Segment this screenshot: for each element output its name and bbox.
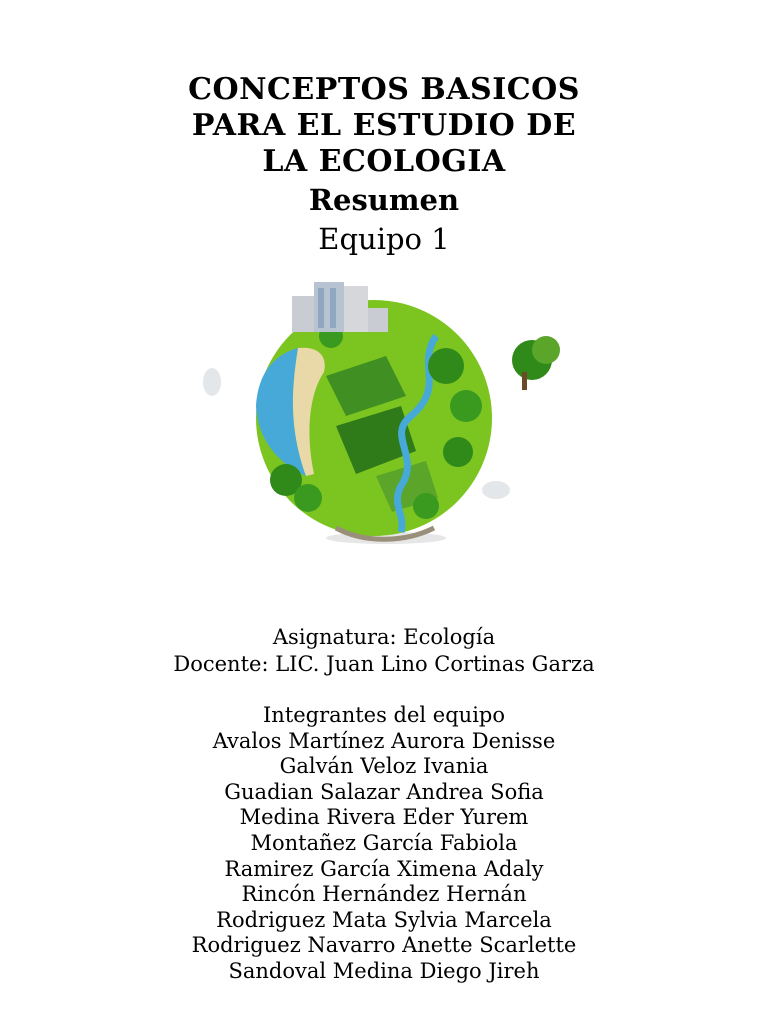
building-shape — [368, 308, 388, 332]
eco-globe-icon — [196, 276, 576, 556]
tree-shape — [443, 437, 473, 467]
member-name: Galván Veloz Ivania — [279, 754, 489, 779]
building-shape — [292, 296, 314, 332]
building-window — [330, 288, 336, 328]
members-list — [0, 703, 768, 985]
subject-line: Asignatura: Ecología — [272, 625, 496, 649]
title-line-2: PARA EL ESTUDIO DE — [191, 108, 577, 143]
member-name: Ramirez García Ximena Adaly — [224, 856, 544, 881]
members-heading: Integrantes del equipo — [263, 703, 505, 727]
building-window — [318, 288, 324, 328]
course-info — [0, 624, 768, 678]
member-name: Rodriguez Mata Sylvia Marcela — [216, 907, 552, 932]
cloud-shape — [482, 481, 510, 499]
member-name: Rodriguez Navarro Anette Scarlette — [191, 933, 577, 958]
big-tree-shape — [532, 336, 560, 364]
tree-trunk — [522, 372, 527, 390]
member-name: Avalos Martínez Aurora Denisse — [212, 728, 556, 753]
member-name: Sandoval Medina Diego Jireh — [228, 958, 540, 983]
team-label: Equipo 1 — [318, 222, 450, 256]
title-line-1: CONCEPTOS BASICOS — [188, 72, 580, 107]
member-name: Medina Rivera Eder Yurem — [239, 805, 529, 830]
building-shape — [344, 286, 368, 332]
eco-globe-illustration — [196, 276, 576, 556]
member-name: Rincón Hernández Hernán — [241, 882, 527, 907]
member-name: Guadian Salazar Andrea Sofia — [224, 779, 544, 804]
teacher-line: Docente: LIC. Juan Lino Cortinas Garza — [173, 652, 595, 676]
tree-shape — [413, 493, 439, 519]
tree-shape — [428, 348, 464, 384]
title-line-3: LA ECOLOGIA — [262, 144, 506, 179]
tree-shape — [450, 390, 482, 422]
tree-shape — [294, 484, 322, 512]
member-name: Montañez García Fabiola — [250, 830, 518, 855]
document-title — [0, 72, 768, 180]
document-subtitle: Resumen — [308, 183, 460, 217]
cloud-shape — [203, 368, 221, 396]
